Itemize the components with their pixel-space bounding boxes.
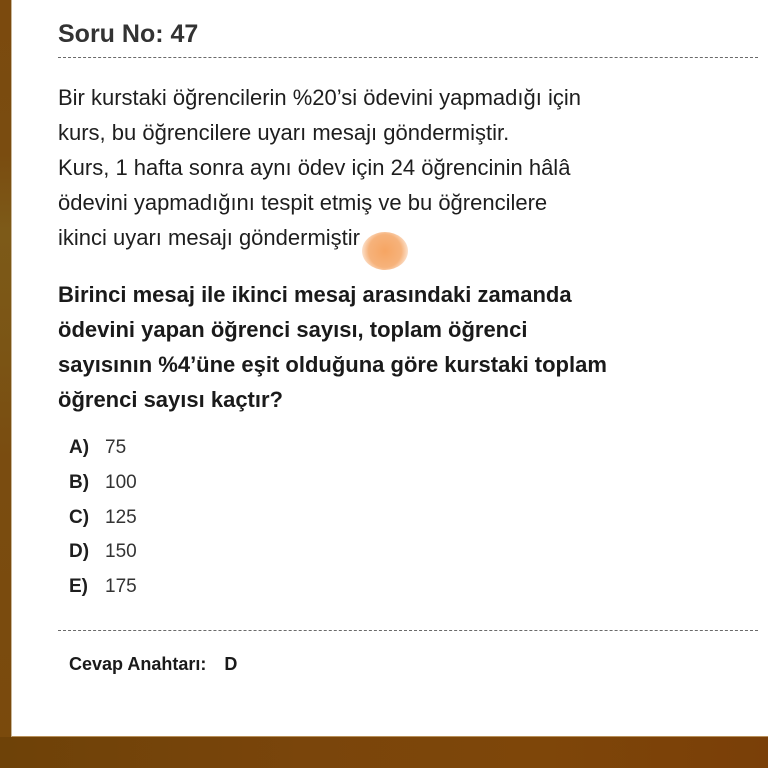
stem-line: Kurs, 1 hafta sonra aynı ödev için 24 öğrencinin hâlâ: [58, 155, 571, 180]
option-e[interactable]: [69, 576, 137, 611]
option-letter: C): [69, 506, 90, 528]
option-letter: B): [69, 471, 90, 493]
answer-key-label: Cevap Anahtarı:: [69, 654, 207, 674]
option-d[interactable]: [69, 541, 137, 576]
option-value: 150: [105, 541, 137, 563]
bottom-frame-bar: [0, 737, 768, 768]
option-c[interactable]: [69, 507, 137, 542]
divider-top: [58, 57, 758, 58]
divider-bottom: [58, 630, 758, 631]
option-a[interactable]: [69, 437, 137, 472]
answer-key: [69, 654, 237, 675]
stem-line: kurs, bu öğrencilere uyarı mesajı göndermiştir.: [58, 120, 510, 145]
prompt-line: sayısının %4’üne eşit olduğuna göre kurstaki toplam: [58, 352, 607, 377]
option-letter: D): [69, 541, 90, 563]
stem-line: ödevini yapmadığını tespit etmiş ve bu öğrencilere: [58, 190, 548, 215]
question-number-title: Soru No: 47: [58, 20, 199, 48]
option-letter: E): [69, 576, 88, 597]
prompt-line: ödevini yapan öğrenci sayısı, toplam öğrenci: [58, 317, 528, 342]
stem-line: Bir kurstaki öğrencilerin %20’si ödevini yapmadığı için: [58, 85, 581, 110]
option-value: 75: [105, 437, 127, 458]
question-stem: [58, 80, 748, 255]
question-prompt: [58, 277, 758, 417]
stem-last-line-text: ikinci uyarı mesajı göndermiştir: [58, 225, 360, 250]
option-b[interactable]: [69, 472, 137, 507]
prompt-line: Birinci mesaj ile ikinci mesaj arasındaki zamanda: [58, 282, 572, 307]
option-value: 125: [105, 506, 137, 528]
answer-key-value: D: [224, 654, 238, 674]
stem-line: [58, 220, 748, 255]
prompt-line: öğrenci sayısı kaçtır?: [58, 387, 283, 412]
option-letter: A): [69, 437, 90, 458]
option-value: 175: [105, 576, 137, 597]
answer-options: [69, 437, 137, 611]
option-value: 100: [105, 471, 137, 493]
